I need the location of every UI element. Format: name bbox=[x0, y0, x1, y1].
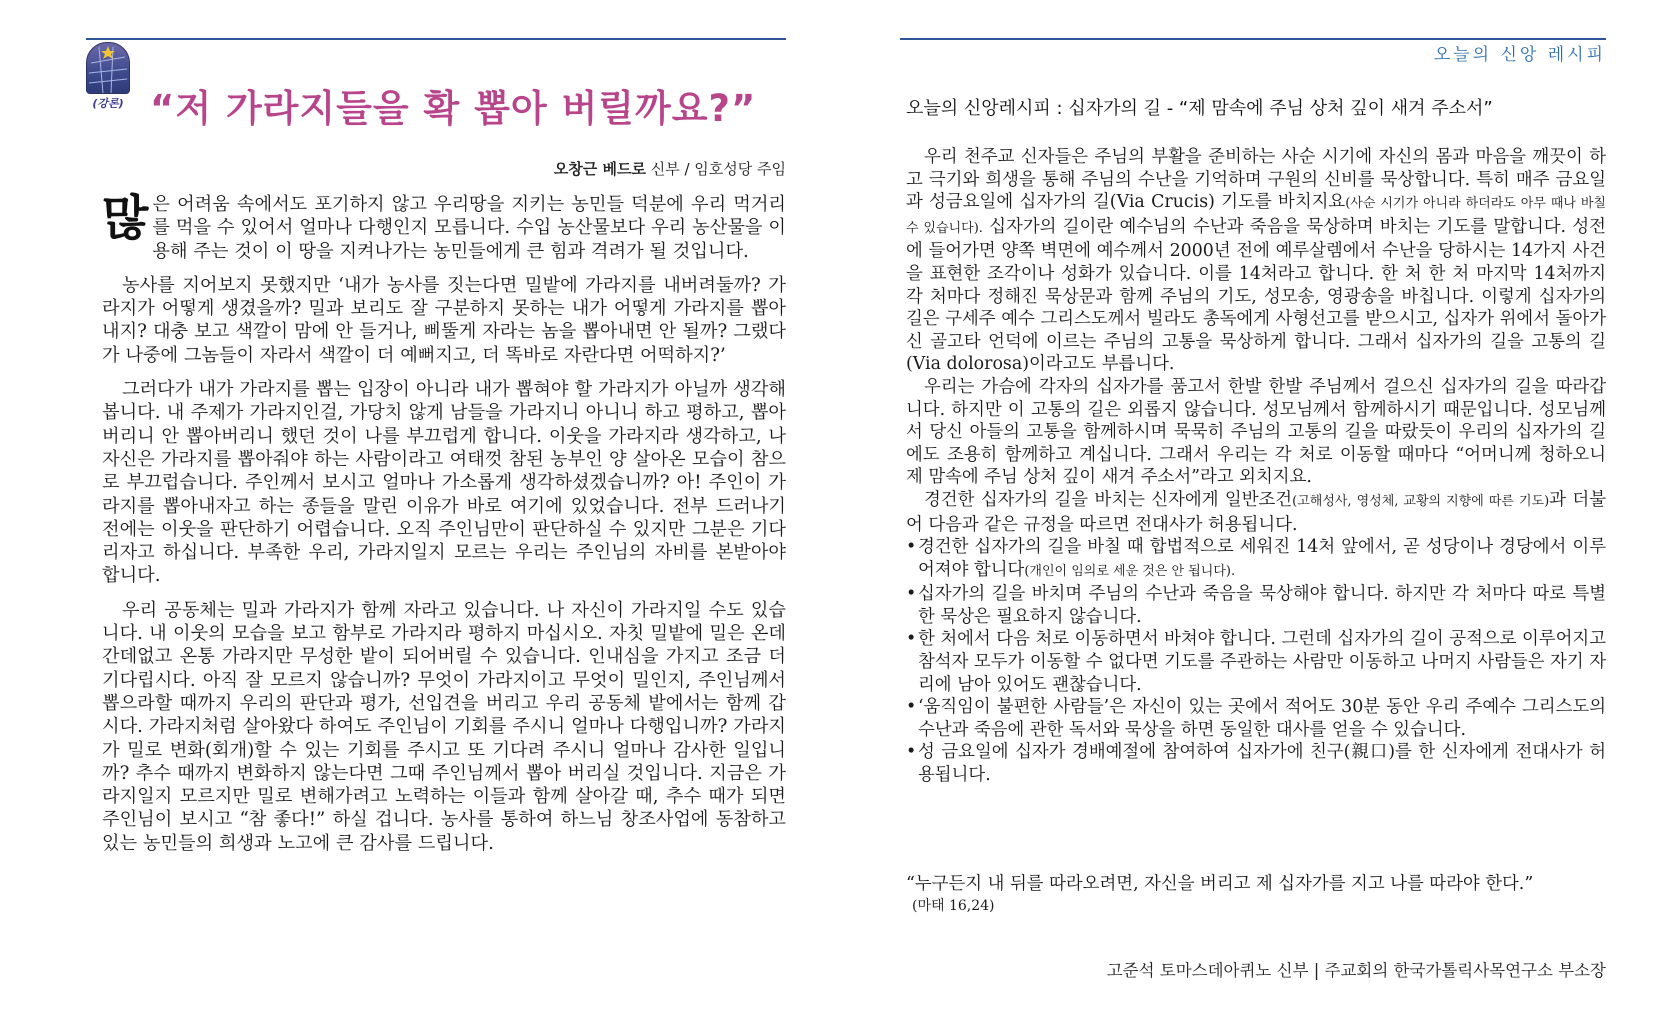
byline bbox=[554, 158, 786, 179]
top-rule bbox=[86, 38, 786, 40]
list-item: • 한 처에서 다음 처로 이동하면서 바쳐야 합니다. 그런데 십자가의 길이 공적으로 이루어지고 참석자 모두가 이동할 수 없다면 기도를 주관하는 사람만 이동하고 나머지 사람들은 자기 자리에 남아 있어도 괜찮습니다. bbox=[906, 628, 1606, 696]
right-page bbox=[900, 0, 1606, 1020]
list-item: • ‘움직임이 불편한 사람들’은 자신이 있는 곳에서 적어도 30분 동안 우리 주예수 그리스도의 수난과 죽음에 관한 독서와 묵상을 하면 동일한 대사를 얻을 수 있습니다. bbox=[906, 696, 1606, 741]
left-page bbox=[86, 0, 786, 1020]
author-name: 오창근 베드로 bbox=[553, 160, 646, 178]
list-item: • 성 금요일에 십자가 경배예절에 참여하여 십자가에 친구(親口)를 한 신자에게 전대사가 허용됩니다. bbox=[906, 741, 1606, 786]
sermon-body bbox=[102, 190, 786, 866]
scripture-quote bbox=[906, 873, 1606, 917]
list-item: • 십자가의 길을 바치며 주님의 수난과 죽음을 묵상해야 합니다. 하지만 각 처마다 따로 특별한 묵상은 필요하지 않습니다. bbox=[906, 583, 1606, 628]
drop-cap: 많 bbox=[102, 190, 149, 246]
paragraph: 경건한 십자가의 길을 바치는 신자에게 일반조건(고해성사, 영성체, 교황의 지향에 따른 기도)과 더불어 다음과 같은 규정을 따르면 전대사가 허용됩니다. bbox=[906, 489, 1606, 535]
paragraph: 우리 공동체는 밀과 가라지가 함께 자라고 있습니다. 나 자신이 가라지일 수도 있습니다. 내 이웃의 모습을 보고 함부로 가라지라 평하지 마십시오. 자칫 밀밭에 밀은 온데간데없고 온통 가라지만 무성한 밭이 되어버릴 수 있습니다. 인내심을 가지고 조금 더 기다립시다. 아직 잘 모르지 않습니까? 무엇이 가라지이고 무엇이 밀인지, 주인님께서 뽑으라할 때까지 우리의 판단과 평가, 선입견을 버리고 우리 공동체 밭에서는 함께 갑시다. 가라지처럼 살아왔다 하여도 주인님이 기회를 주시니 얼마나 다행입니까? 가라지가 밀로 변화(회개)할 수 있는 기회를 주시고 또 기다려 주시니 얼마나 감사한 일입니까? 추수 때까지 변화하지 않는다면 그때 주인님께서 뽑아 버리실 것입니다. 지금은 가라지일지 모르지만 밀로 변해가려고 노력하는 이들과 함께 살아갈 때, 추수 때가 되면 주인님이 보시고 “참 좋다!” 하실 겁니다. 농사를 통하여 하느님 창조사업에 동참하고 있는 농민들의 희생과 노고에 큰 감사를 드립니다. bbox=[102, 599, 786, 854]
sermon-title: “저 가라지들을 확 뽑아 버릴까요?” bbox=[150, 87, 757, 130]
section-header: 오늘의 신앙 레시피 bbox=[1433, 45, 1606, 65]
paragraph: 우리 천주교 신자들은 주님의 부활을 준비하는 사순 시기에 자신의 몸과 마음을 깨끗이 하고 극기와 희생을 통해 주님의 수난을 기억하며 구원의 신비를 묵상합니다. 특히 매주 금요일과 성금요일에 십자가의 길(Via Crucis) 기도를 바치지요(사순 시기가 아니라 하더라도 아무 때나 바칠 수 있습니다). 십자가의 길이란 예수님의 수난과 죽음을 묵상하며 바치는 기도를 말합니다. 성전에 들어가면 양쪽 벽면에 예수께서 2000년 전에 예루살렘에서 수난을 당하시는 14가지 사건을 표현한 조각이나 성화가 있습니다. 이를 14처라고 합니다. 한 처 한 처 마지막 14처까지 각 처마다 정해진 묵상문과 함께 주님의 기도, 성모송, 영광송을 바칩니다. 이렇게 십자가의 길은 구세주 예수 그리스도께서 빌라도 총독에게 사형선고를 받으시고, 십자가 위에서 돌아가신 골고타 언덕에 이르는 주님의 고통을 묵상하게 합니다. 그래서 십자가의 길을 고통의 길(Via dolorosa)이라고도 부릅니다. bbox=[906, 147, 1606, 375]
emblem-label: (강론) bbox=[92, 97, 124, 110]
paragraph: 우리는 가슴에 각자의 십자가를 품고서 한발 한발 주님께서 걸으신 십자가의 길을 따라갑니다. 하지만 이 고통의 길은 외롭지 않습니다. 성모님께서 함께하시기 때문입니다. 성모님께서 당신 아들의 고통을 함께하시며 묵묵히 주님의 고통의 길을 따랐듯이 우리의 십자가의 길에도 조용히 함께하고 계십니다. 그래서 우리는 각 처로 이동할 때마다 “어머니께 청하오니 제 맘속에 주님 상처 깊이 새겨 주소서”라고 외치지요. bbox=[906, 376, 1606, 488]
sermon-emblem bbox=[86, 42, 130, 110]
author-role: 신부 / 임호성당 주임 bbox=[645, 160, 786, 178]
paragraph: 그러다가 내가 가라지를 뽑는 입장이 아니라 내가 뽑혀야 할 가라지가 아닐까 생각해 봅니다. 내 주제가 가라지인걸, 가당치 않게 남들을 가라지니 아니니 하고 평하고, 뽑아버리니 안 뽑아버리니 했던 것이 나를 부끄럽게 합니다. 이웃을 가라지라 생각하고, 나 자신은 가라지를 뽑아줘야 하는 사람이라고 여태껏 참된 농부인 양 살아온 모습이 참으로 부끄럽습니다. 주인께서 보시고 얼마나 가소롭게 생각하셨겠습니까? 아! 주인이 가라지를 뽑아내자고 하는 종들을 말린 이유가 바로 여기에 있었습니다. 전부 드러나기 전에는 이웃을 판단하기 어렵습니다. 오직 주인님만이 판단하실 수 있지만 그분은 기다리자고 하십니다. 부족한 우리, 가라지일지 모르는 우리는 주인님의 자비를 본받아야 합니다. bbox=[102, 379, 786, 587]
paragraph: 농사를 지어보지 못했지만 ‘내가 농사를 짓는다면 밀밭에 가라지를 내버려둘까? 가라지가 어떻게 생겼을까? 밀과 보리도 잘 구분하지 못하는 내가 어떻게 가라지를 뽑아내지? 대충 보고 색깔이 맘에 안 들거나, 삐뚤게 자라는 놈을 뽑아내면 안 될까? 그랬다가 나중에 그놈들이 자라서 색깔이 더 예뻐지고, 더 똑바로 자란다면 어떡하지?’ bbox=[102, 274, 786, 366]
article-body bbox=[906, 146, 1606, 787]
stained-glass-icon bbox=[86, 42, 130, 94]
indulgence-rules bbox=[906, 536, 1606, 787]
quote-reference: (마태 16,24) bbox=[912, 898, 995, 914]
article-title: 오늘의 신앙레시피 : 십자가의 길 - “제 맘속에 주님 상처 깊이 새겨 주소서” bbox=[906, 98, 1493, 119]
article-author: 고준석 토마스데아퀴노 신부 | 주교회의 한국가톨릭사목연구소 부소장 bbox=[1106, 961, 1606, 980]
quote-text: “누구든지 내 뒤를 따라오려면, 자신을 버리고 제 십자가를 지고 나를 따라야 한다.” bbox=[906, 874, 1534, 894]
paragraph: 많은 어려움 속에서도 포기하지 않고 우리땅을 지키는 농민들 덕분에 우리 먹거리를 먹을 수 있어서 얼마나 다행인지 모릅니다. 수입 농산물보다 우리 농산물을 이용해 주는 것이 이 땅을 지켜나가는 농민들에게 큰 힘과 격려가 될 것입니다. bbox=[102, 190, 786, 262]
list-item: • 경건한 십자가의 길을 바칠 때 합법적으로 세워진 14처 앞에서, 곧 성당이나 경당에서 이루어져야 합니다(개인이 임의로 세운 것은 안 됩니다). bbox=[906, 536, 1606, 583]
